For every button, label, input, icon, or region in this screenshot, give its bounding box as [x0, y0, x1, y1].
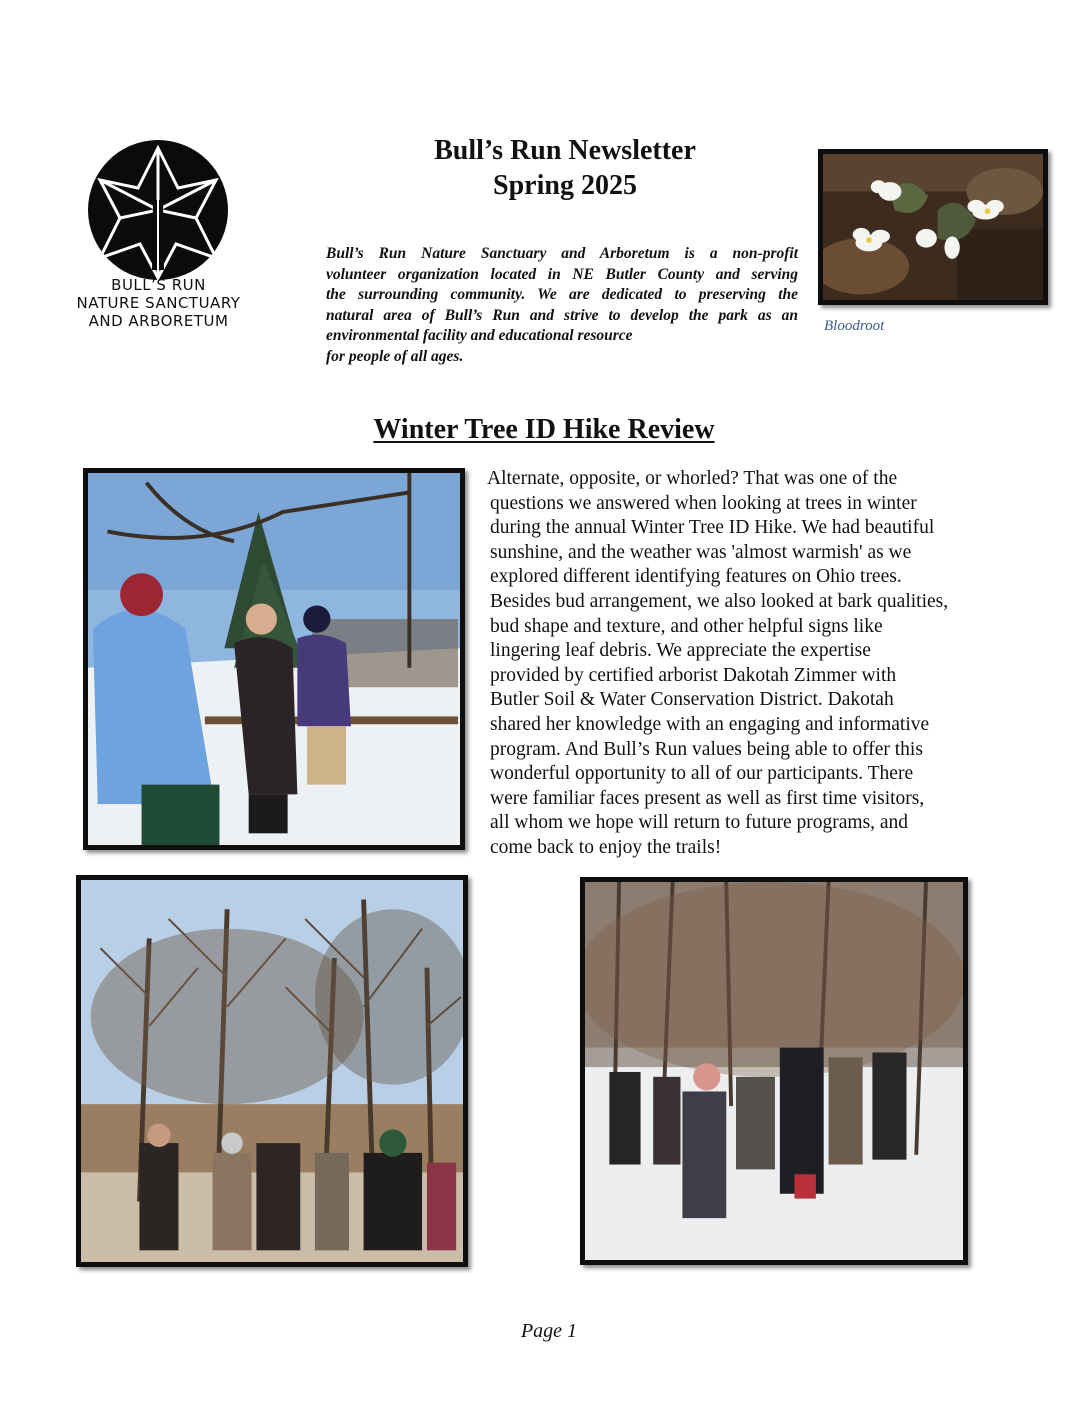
newsletter-season: Spring 2025: [493, 170, 637, 201]
mission-statement: [326, 244, 798, 367]
logo-line-1: BULL’S RUN: [111, 276, 206, 294]
article-line: were familiar faces present as well as first time visitors,: [490, 787, 925, 809]
article-line: shared her knowledge with an engaging and informative: [490, 713, 930, 735]
article-body: [487, 467, 1010, 861]
logo-line-2: NATURE SANCTUARY: [76, 294, 241, 312]
bloodroot-photo: [818, 149, 1048, 305]
mission-line: volunteer organization located in NE Butler County and serving: [326, 265, 798, 283]
article-line: wonderful opportunity to all of our participants. There: [490, 763, 914, 785]
article-line: program. And Bull’s Run values being able to offer this: [490, 738, 923, 760]
article-line: sunshine, and the weather was 'almost warmish' as we: [490, 541, 912, 563]
hike-photo-trees-right: [580, 877, 968, 1265]
mission-line: environmental facility and educational resource: [326, 327, 633, 344]
article-line: lingering leaf debris. We appreciate the expertise: [490, 640, 871, 662]
mission-line: the surrounding community. We are dedicated to preserving the: [326, 286, 798, 303]
mission-line: for people of all ages.: [326, 347, 464, 365]
logo-line-3: AND ARBORETUM: [88, 312, 229, 330]
leaf-star-emblem-icon: [56, 140, 261, 280]
page-number: Page 1: [520, 1320, 578, 1342]
article-line: all whom we hope will return to future programs, and: [490, 812, 909, 834]
article-line: during the annual Winter Tree ID Hike. We had beautiful: [490, 517, 935, 539]
article-line: Alternate, opposite, or whorled? That was one of the: [487, 468, 898, 489]
hike-photo-group-closeup: [83, 468, 465, 850]
article-line: Butler Soil & Water Conservation District. Dakotah: [490, 689, 894, 711]
mission-line: natural area of Bull’s Run and strive to develop the park as an: [326, 306, 798, 324]
organization-logo: [56, 140, 261, 340]
mission-line: Bull’s Run Nature Sanctuary and Arboretum is a non-profit: [326, 245, 798, 262]
hike-photo-trees-left: [76, 875, 468, 1267]
photo-caption: Bloodroot: [824, 318, 885, 334]
article-line: questions we answered when looking at trees in winter: [490, 492, 917, 514]
article-line: provided by certified arborist Dakotah Zimmer with: [490, 664, 897, 686]
article-line: bud shape and texture, and other helpful signs like: [490, 615, 883, 637]
newsletter-title: Bull’s Run Newsletter: [434, 135, 696, 166]
article-line: Besides bud arrangement, we also looked at bark qualities,: [490, 590, 949, 612]
article-line: come back to enjoy the trails!: [490, 836, 722, 858]
section-heading: Winter Tree ID Hike Review: [373, 414, 715, 445]
article-line: explored different identifying features on Ohio trees.: [490, 566, 902, 588]
